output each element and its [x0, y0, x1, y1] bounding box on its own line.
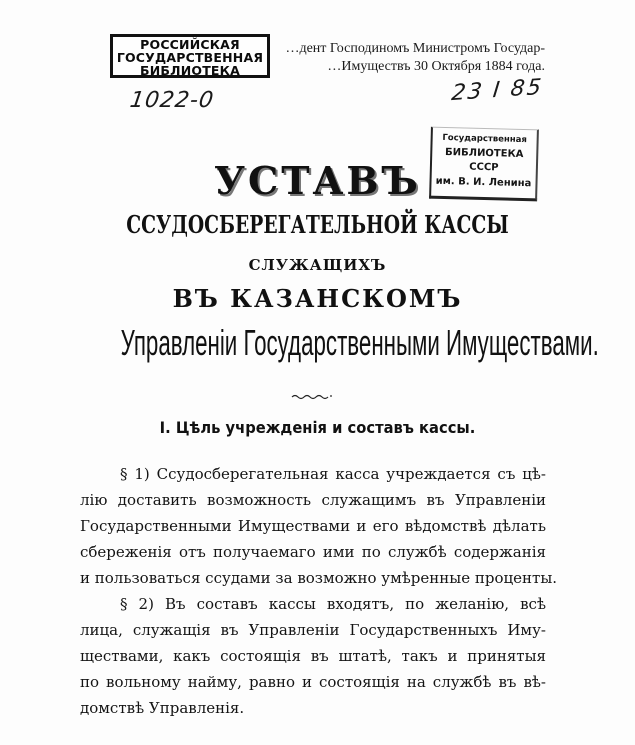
paragraph-2-line: домствѣ Управленія. [80, 699, 245, 717]
stamp-line: БИБЛИОТЕКА [140, 63, 240, 78]
stamp-line: Государственная [442, 132, 528, 146]
paragraph-1-line: и пользоваться ссудами за возможно умѣренные проценты. [80, 569, 558, 587]
paragraph-2-line: § 2) Въ составъ кассы входятъ, по желанію, всѣ [120, 595, 546, 613]
paragraph-1-line: сбереженія отъ получаемаго ими по службѣ содержанія [80, 543, 546, 561]
approval-line-2: …Имуществъ 30 Октября 1884 года. [327, 59, 545, 74]
stamp-line: СССР [469, 161, 499, 174]
paragraph-2-line: по вольному найму, равно и состоящія на службѣ въ вѣ- [80, 673, 546, 691]
russian-state-library-stamp [110, 34, 270, 78]
paragraph-1-line: лію доставить возможность служащимъ въ Управленіи [80, 491, 546, 509]
wavy-divider-icon [291, 393, 333, 401]
handwritten-inventory-number: 23 I 85 [450, 74, 545, 107]
title-line-3: СЛУЖАЩИХЪ [248, 256, 387, 274]
title-line-2: ССУДОСБЕРЕГАТЕЛЬНОЙ КАССЫ [126, 210, 509, 239]
paragraph-2-line: лица, служащія въ Управленіи Государственныхъ Иму- [80, 621, 546, 639]
paragraph-1-line: Государственными Имуществами и его вѣдомствѣ дѣлать [80, 517, 546, 535]
paragraph-1-line: § 1) Ссудосберегательная касса учреждается съ цѣ- [120, 465, 546, 483]
title-line-4: ВЪ КАЗАНСКОМЪ [172, 284, 463, 313]
stamp-line: БИБЛИОТЕКА [444, 146, 524, 161]
title-line-5: Управленіи Государственными Имуществами. [120, 322, 599, 363]
stamp-line: РОССИЙСКАЯ [140, 37, 240, 52]
document-title: УСТАВЪ [214, 158, 421, 203]
section-heading: I. Цѣль учрежденія и составъ кассы. [159, 418, 476, 437]
stamp-line: ГОСУДАРСТВЕННАЯ [116, 50, 264, 65]
body-text [80, 461, 558, 721]
paragraph-2-line: ществами, какъ состоящія въ штатѣ, такъ и принятыя [80, 647, 546, 665]
handwritten-call-number: 1022-0 [128, 88, 216, 113]
approval-line-1: …дент Господиномъ Министромъ Государ- [285, 41, 545, 56]
stamp-line: им. В. И. Ленина [435, 175, 532, 190]
